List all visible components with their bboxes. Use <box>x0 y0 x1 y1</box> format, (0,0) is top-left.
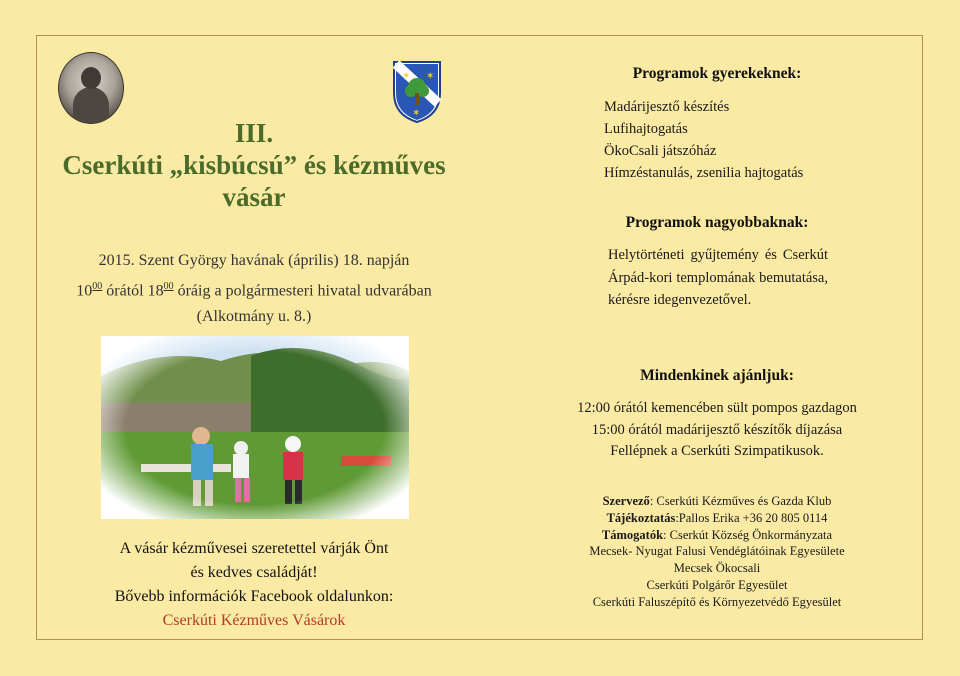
title-line-3: vásár <box>222 182 286 212</box>
list-item: 12:00 órától kemencében sült pompos gazdagon <box>577 400 857 416</box>
welcome-line-2: és kedves családját! <box>190 564 318 581</box>
event-photo <box>101 336 409 519</box>
info-line: Tájékoztatás:Pallos Erika +36 20 805 0114 <box>606 510 828 525</box>
organizers-block <box>540 493 894 611</box>
historical-portrait-photo <box>58 52 124 124</box>
supporter-item: Cserkúti Faluszépítő és Környezetvédő Egyesület <box>592 594 842 609</box>
date-block <box>40 248 468 330</box>
svg-text:✶: ✶ <box>412 108 421 119</box>
welcome-line-1: A vásár kézművesei szeretettel várják Önt <box>119 540 389 557</box>
facebook-page-link[interactable]: Cserkúti Kézműves Vásárok <box>162 612 346 629</box>
older-programs-text: Helytörténeti gyűjtemény és Cserkút Árpád-kori templomának bemutatása, kérésre idegenvezetővel. <box>608 247 828 308</box>
list-item: 15:00 órától madárijesztő készítők díjazása <box>591 421 843 438</box>
event-address: (Alkotmány u. 8.) <box>196 308 312 326</box>
svg-text:✶: ✶ <box>426 71 435 82</box>
supporter-item: Mecsek- Nyugat Falusi Vendéglátóinak Egyesülete <box>589 544 845 559</box>
recommended-list <box>540 398 894 463</box>
list-item: Hímzéstanulás, zsenilia hajtogatás <box>604 165 804 181</box>
title-line-2: Cserkúti „kisbúcsú” és kézműves <box>62 150 446 180</box>
recommended-heading: Mindenkinek ajánljuk: <box>640 367 794 384</box>
village-coat-of-arms-icon <box>391 59 443 125</box>
welcome-line-3: Bővebb információk Facebook oldalunkon: <box>114 588 394 605</box>
supporter-item: Cserkúti Polgárőr Egyesület <box>646 577 788 592</box>
kids-programs-heading: Programok gyerekeknek: <box>632 65 802 82</box>
welcome-text <box>40 537 468 633</box>
title-line-1: III. <box>234 118 274 148</box>
list-item: Fellépnek a Cserkúti Szimpatikusok. <box>610 443 824 459</box>
event-date: 2015. Szent György havának (április) 18. napján <box>98 252 410 269</box>
kids-programs-list <box>604 96 864 184</box>
supporter-item: Mecsek Ökocsali <box>673 561 761 576</box>
organizer-line: Szervező: Cserkúti Kézműves és Gazda Klub <box>602 494 832 508</box>
event-title <box>40 117 468 213</box>
list-item: ÖkoCsali játszóház <box>604 143 717 159</box>
supporters-line: Támogatók: Cserkút Község Önkormányzata <box>601 527 833 542</box>
event-time: $10^{00}$ órától $18^{00}$ óráig a polgármesteri hivatal udvarában <box>76 281 432 300</box>
list-item: Madárijesztő készítés <box>604 99 730 115</box>
older-programs-heading: Programok nagyobbaknak: <box>625 214 809 231</box>
svg-text:✶: ✶ <box>402 71 411 82</box>
list-item: Lufihajtogatás <box>604 121 688 137</box>
